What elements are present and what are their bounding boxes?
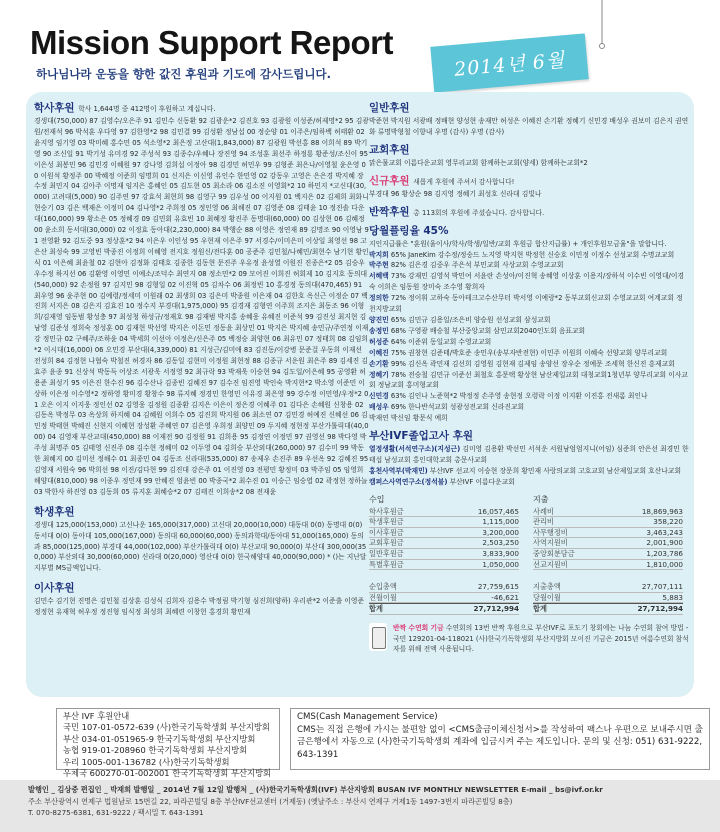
hanging-tag-icon: [592, 0, 612, 92]
ledger-row: [533, 517, 683, 528]
footer-line-3: T. 070-8275-6381, 631-9222 / 팩시밀 T. 643-1391: [28, 808, 204, 818]
ledger-row: [533, 582, 683, 593]
ledger-label: 지출총액: [533, 582, 561, 592]
account-title: 부산 IVF 후원안내: [63, 711, 130, 721]
partner-name: 박지희: [369, 250, 389, 259]
ivf-item: [369, 444, 689, 466]
partner-item: [369, 293, 689, 315]
ledger-row: [533, 528, 683, 539]
notice-lead: 반짝 수연회 기금: [393, 624, 444, 632]
account-rows: [63, 722, 273, 779]
ledger-row: [369, 560, 519, 571]
church-title: 교회후원: [369, 143, 410, 156]
partner-intro: 지인지급률은 "훈원(울이사/학사/학생/일반/교회 후원금 합산지급률) + 개인후원모금율"을 말합니다.: [369, 239, 667, 248]
partner-item: [369, 348, 689, 359]
ex-title: 이사후원: [34, 582, 75, 595]
ledger-value: 16,057,465: [477, 506, 519, 516]
ledger-value: 2,503,250: [482, 538, 519, 548]
ledger-value: 27,712,994: [473, 604, 519, 614]
partner-item: [369, 315, 689, 326]
ledger-label: 교회후원금: [369, 538, 404, 548]
ex-body: 김민수 김기현 진명은 김민철 김상훈 김성식 김희자 김용수 박정림 박기형 심진희(양하) 우리관*2 이준출 이영준 정정현 유재혁 허우정 정진형 임식정 최성희 최혜련 이창헌 홍경희 황민재: [34, 597, 365, 617]
partner-list: [369, 250, 689, 425]
ledger-label: 순입총액: [369, 582, 397, 592]
ex-section: [34, 580, 369, 618]
expense-footer: [533, 582, 683, 615]
ledger-label: 학사후원금: [369, 506, 404, 516]
student-title: 학생후원: [34, 505, 75, 518]
partner-item: [369, 271, 689, 293]
partner-name: 손기환: [369, 359, 389, 368]
partner-item: [369, 337, 689, 348]
ledger: [369, 494, 689, 615]
ledger-row: [533, 593, 683, 604]
ledger-label: 관리비: [533, 517, 554, 527]
partner-text: 69% 한나반석교회 성광성전교회 신라진교회: [390, 403, 525, 412]
ledger-value: -46,621: [491, 592, 519, 602]
ivf-title: 부산IVF졸업고사 후원: [369, 430, 474, 443]
partner-name: 서혜백: [369, 272, 389, 281]
church-body: 맑은물교회 이름다운교회 영무리교회 함께하는교회(양세) 함께하는교회*2: [369, 158, 588, 167]
partner-name: 배성우: [369, 403, 389, 412]
ledger-row: [369, 603, 519, 615]
report-title: Mission Support Report: [30, 24, 393, 61]
retreat-notice: [369, 623, 689, 655]
ledger-label: 합계: [369, 604, 383, 614]
ledger-value: 3,833,900: [482, 549, 519, 559]
partner-item: [369, 260, 689, 271]
partner-text: 73% 강재민 김영석 박민여 서윤란 손성아/이진혁 송혜영 이상훈 이용지/장하석 이수빈 이영대/이경숙 이희은 임동원 장미숙 조수영 황희자: [369, 272, 684, 292]
partner-name: 신민경: [369, 392, 389, 401]
partner-text: 78% 전승철 김민규 이준선 최철호 홍문택 황상현 남산제일교회 대청교회1청년부 양무리교회 이사교회 정남교회 홍미형교회: [369, 370, 688, 390]
partner-item: [369, 326, 689, 337]
bookmark-icon: [369, 623, 387, 651]
ledger-label: 전월이월: [369, 592, 397, 602]
ledger-value: 27,759,615: [477, 582, 519, 592]
ledger-label: 사역지원비: [533, 538, 568, 548]
ledger-value: 3,463,243: [646, 527, 683, 537]
ledger-row: [369, 593, 519, 604]
account-row: 국민 107-01-0572-639 (사)한국기독학생회 부산지방회: [63, 722, 270, 733]
student-section: [34, 504, 369, 575]
general-body: 박준현 박지원 서광배 정배현 양성현 송재만 허성은 이혜진 손기환 정혜기 신민경 배성우 권보미 김은지 권연화 류명박형철 이향내 우명 (감사) 우명 (감사): [369, 117, 689, 136]
partner-name: 정혜기: [369, 370, 389, 379]
ledger-value: 18,869,963: [641, 506, 683, 516]
ledger-value: 1,115,000: [482, 517, 519, 527]
student-body: 경생대 125,000(153,000) 고신나운 165,000(317,000) 고신대 20,000(10,000) 대동대 0(0) 동명대 0(0) 동서대 0(0) 동아대 105,000(167,000) 동의대 60,000(60,000) 동의과학대/동아대 51,000(165,000) 동의과 85,000(125,000) 부경대 44,000(102,000) 부산가톨릭대 0(0) 부산교대 90,000(0) 부산대 300,000(350,000) 부산외대 30,000(60,000) 신라대 0(20,000) 영산대 0(0) 한국해양대 40,000(90,000) * ()는 지난달 지부별 MS금액입니다.: [34, 520, 367, 573]
partner-text: 63% 김인나 노준혁*2 박정정 손주영 송현정 오령락 이정 이지환 이진홍 전새롬 최인나: [390, 392, 648, 401]
ledger-row: [533, 507, 683, 518]
partner-item: [369, 402, 689, 413]
ivf-item: [369, 466, 689, 477]
month-badge: 2014년 6월: [430, 33, 588, 92]
cms-title: CMS(Cash Management Service): [297, 712, 438, 722]
ledger-row: [533, 603, 683, 615]
ledger-label: 중앙회분담금: [533, 549, 575, 559]
account-row: 농협 919-01-208960 한국기독학생회 부산지방회: [63, 745, 248, 756]
ledger-value: 3,200,000: [482, 527, 519, 537]
return-title-text: 반짝후원: [369, 205, 410, 218]
expense-header: 지출: [533, 494, 549, 504]
account-box: [56, 708, 280, 779]
ledger-row: [369, 528, 519, 539]
ledger-row: [369, 507, 519, 518]
individual-title-text: 학사후원: [34, 102, 75, 114]
return-title: [369, 204, 689, 219]
partner-text: 박재연 박신임 황문식 예희: [369, 414, 448, 423]
ledger-label: 사례비: [533, 506, 554, 516]
partner-name: 허성준: [369, 337, 389, 346]
ledger-value: 358,220: [653, 517, 683, 527]
general-title: 일반후원: [369, 102, 410, 114]
support-panel: [26, 92, 694, 697]
ivf-name: 홍천사역부(박재민): [369, 466, 428, 475]
ledger-label: 당월이월: [533, 592, 561, 602]
partner-text: 65% 김민규 김용일/조은비 양승원 선성교회 삼성교회: [390, 315, 551, 324]
partner-item: [369, 359, 689, 370]
partner-text: 99% 김신옥 곽민재 김선희 김영원 김현재 김제임 송양선 장우순 정예문 조세혁 한신진 흥제교회: [390, 359, 675, 368]
ivf-list: [369, 444, 689, 488]
ledger-row: [533, 560, 683, 571]
account-row: 부산 034-01-051965-9 한국기독학생회 부산지방회: [63, 733, 256, 744]
individual-summary: 학사 1,644명 중 412명이 후원하고 계십니다.: [78, 105, 216, 113]
ledger-label: 선교지원비: [533, 559, 568, 569]
ledger-value: 1,810,000: [646, 559, 683, 569]
left-column: [34, 92, 369, 697]
account-row: 우체국 600270-01-002001 한국기독학생회 부산지방회: [63, 768, 272, 779]
ledger-value: 2,001,900: [646, 538, 683, 548]
individual-section: [34, 100, 369, 498]
partner-item: [369, 413, 689, 424]
ledger-row: [369, 538, 519, 549]
partner-name: 정의한: [369, 294, 389, 303]
ivf-name: 캠퍼스사역연구소(정석불): [369, 477, 448, 486]
partner-text: 72% 정이휘 고하숙 동아테크고수산무터 박서영 이예랑*2 동부교회신교회 수영교교회 여계교회 정천지방교회: [369, 294, 683, 314]
partner-text: 64% 이준위 동일교회 수영교교회: [390, 337, 492, 346]
individual-title: [34, 100, 369, 115]
ledger-label: 특별후원금: [369, 559, 404, 569]
ivf-text: 김미영 김용환 박선민 서석운 서원남엄엄지니(어임) 심준희 안은선 최경민 한태섭 남성교회 홍인대학교회 총문사교회: [369, 445, 689, 464]
partner-title: 당월플링율 45%: [369, 224, 449, 237]
ledger-label: 합계: [533, 604, 547, 614]
account-row: 우리 1005-001-136782 (사)한국기독학생회: [63, 756, 230, 767]
new-title-text: 신규후원: [369, 174, 410, 187]
partner-name: 양진민: [369, 315, 389, 324]
ledger-value: 27,712,994: [637, 604, 683, 614]
partner-text: 68% 구영광 배승철 부산중앙교회 삼민교회2040인도회 음표교회: [390, 326, 586, 335]
partner-text: 75% 권창현 김준태/박호준 송민우(송부자반전현) 이민주 이원희 이혜숙 선양교회 양무리교회: [390, 348, 668, 357]
cms-box: [290, 708, 710, 770]
footer-line-1: 발행인 _ 김상중 편집인 _ 박재희 발행일 _ 2014년 7월 12일 발행처 _ (사)한국기독학생회(IVF) 부산지방회 BUSAN IVF MONTHLY NEWSLETTER E-mail _ bs@ivf.or.kr: [28, 785, 603, 794]
new-extra: 부경대 96 황상순 98 김지영 정혜기 최성호 신라대 김빛나: [369, 189, 542, 198]
ledger-row: [533, 538, 683, 549]
new-title: [369, 173, 689, 188]
partner-item: [369, 370, 689, 392]
partner-name: 박주현: [369, 261, 389, 270]
cms-text: CMS는 직접 은행에 가시는 불편함 없이 <CMS출금이체신청서>를 작성하여 팩스나 우편으로 보내주시면 출금은행에서 자동으로 (사)한국기독학생회 계좌에 입금시켜 주는 제도입니다. 문의 및 신청: 051) 631-9222, 643-1391: [297, 724, 703, 760]
income-footer: [369, 582, 519, 615]
partner-text: 82% 김은경 김중우 주은석 부민교회 사상교회 수영교교회: [390, 261, 564, 270]
expense-table: [533, 494, 683, 615]
return-body: 총 113회의 후원에 주셨습니다. 감사합니다.: [413, 208, 545, 217]
new-body: 새롭게 후원에 주셔서 감사합니다!: [413, 177, 515, 186]
notice-text: [393, 623, 689, 655]
ledger-value: 27,707,111: [641, 582, 683, 592]
partner-name: 이혜진: [369, 348, 389, 357]
ivf-text: 부산IVF 선교지 이승현 장문희 황민재 사랑의교회 고호교회 남산제일교회 호산나교회: [429, 466, 682, 475]
ledger-row: [369, 517, 519, 528]
ledger-value: 1,050,000: [482, 559, 519, 569]
ivf-item: [369, 477, 689, 488]
partner-name: 송정민: [369, 326, 389, 335]
income-header: 수입: [369, 494, 385, 504]
ledger-row: [369, 582, 519, 593]
ivf-name: 열정생활(서석연구소)(지성근): [369, 445, 461, 454]
income-table: [369, 494, 519, 615]
ledger-row: [369, 549, 519, 560]
ledger-value: 1,203,786: [646, 549, 683, 559]
partner-text: 65% JaneKim 강수정/정숭드 노지영 박지현 박정헌 신승호 이민정 이정수 선성교회 수명교교회: [390, 250, 675, 259]
ivf-text: 부산IVF 이름다운교회: [449, 477, 515, 486]
income-rows: [369, 507, 519, 571]
expense-rows: [533, 507, 683, 571]
partner-item: [369, 391, 689, 402]
notice-body: 수연회의 13번 반짝 후원으로 부산IVF로 포도기 창회에는 나눔 수연회 참여 방법 - 국민 129201-04-118021 (사)한국기독학생회 부산지방회 모이진 기금은 2015년 여름수연회 참석자를 위해 전액 사용됩니다.: [393, 624, 689, 653]
report-subtitle: 하나님나라 운동을 향한 값진 후원과 기도에 감사드립니다.: [36, 67, 332, 81]
partner-item: [369, 250, 689, 261]
footer: [0, 780, 720, 832]
ledger-label: 이사후원금: [369, 527, 404, 537]
individual-body: 경생대(750,000) 87 김영수/오은주 91 김민수 신동환 92 김광운*2 김진호 93 김광원 이성준/허제명*2 95 김광원/전재석 96 박석훈 우다영 97 김한영*2 98 김민결 99 김성환 정남섭 00 정순양 01 이주은/임하백 허태환 02 윤지영 임기영 03 박미혜 홍수민 05 석소영*2 최은정 고산대(1,843,000) 87 김광원 박선홍 88 이희석 89 박기영 90 조신일 91 박기성 유미경 92 주성석 93 김종수/우혜나 장진영 94 조성훈 최선주 하정룡 황준성/조신이 95 이은성 최봉민 96 김민경 이혜원 97 강나영 김희섭 이정아 98 김경민 허민우 99 김형준 최은나/이영철 윤은영 00 이원석 황정주 00 박혜정 이준희 임명희 01 신지은 이신영 유인수 한민영 02 강동우 고영은 은은경 박지혜 장수정 최민지 04 김아주 이명재 임지은 홍혜인 05 김도현 05 최소라 06 김소진 이영회*2 10 하민지 *고신대(30,000) 고려대(5,000) 90 김주연 97 강효석 최현희 98 김영구 99 김우성 00 이지원 01 백지은 02 김제희 최화니 현승기 03 김은 백재은 이정미 04 김나영*2 주희정 05 정인영 06 최해진 07 김영준 08 김태윤 10 정진솔 다운대(160,000) 99 황소은 05 정혜경 09 김민회 유효빈 10 최혜정 황진주 동명대(60,000) 00 김상현 06 김혜정 00 윤소희 동서대(30,000) 02 이정효 동아대(2,230,000) 84 박행순 88 이영은 정연재 89 김명조 90 이영남 91 전영환 92 김도중 93 정상훈*2 94 이은우 이인성 95 우현재 이은주 97 서경수/이미은미 이상일 최영선 98 고은산 최성숙 99 고영빈 박종진 이정희 이혜영 전지호 정원신/전다훈 00 공준주 김민철/나혜민/최현수 남기현 황인식 01 이은혜 최윤철 02 김현아 김정화 김태호 김종한 김동현 문진주 우유정 윤성열 이원진 진종은*2 05 김승우 우수정 하지선 06 김환영 이영민 이예소/조덕수 최연지 08 정소민*2 09 모어진 이희진 허회제 10 김지호 동의대(540,000) 92 손정원 97 김지민 98 김형일 02 이진혁 05 김차수 06 최정빈 10 홍경정 동의대(470,465) 91 최우영 96 윤주현 00 김예령/정세미 이원래 02 최생희 03 김은미 박종원 이은재 04 김한호 옥신근 이정순 07 백진희 서지은 08 김은지 김효진 10 정수지 부경대(1,975,000) 95 김경재 김형연 이주희 조지은 최동조 96 이형희/김재영 임동범 황성충 97 최성청 하성규/정재호 98 김재범 박지홍 송혜웅 유혜진 이준석 99 김진성 최지현 김남영 김준성 정희숙 정성훈 00 김재현 박선영 박지은 이돈민 정동윤 최상민 01 박지은 박지혜 송민규/주연정 이재강 정민규 02 구혜주/조하윤 04 박세희 이선아 이정은/신은주 05 백정승 최양현 06 최유민 07 정태희 08 김임희*2 이시대(16,000) 06 오민경 부산대(4,339,000) 81 지성근/김미애 83 김진동/이강병 문준걸 우동희 이재선 전성희 84 김정현 나협숙 박철진 허경자 86 김동일 김현미 이정원 최현정 88 김종규 서운원 최은주 89 김세진 김효주 윤종 91 신상석 박동득 어상조 서광욱 서정영 92 최규락 93 박재욱 이승현 94 김도일/이은혜 95 공영환 허용준 최성기 95 이은진 한수진 96 김수산나 김종빈 김혜진 97 김수진 임진영 박인숙 박지현*2 박소영 이준민 이상하 이은정 이수영*2 정하영 황미경 황창수 98 류지혜 정경민 한영민 이유경 최은영 99 강수정 이민영/우정*2 01 오은 이지 이지웅 정인선 02 김영웅 김정원 김종환 김지은 이은이 정은경 이혜주 01 김다은 손혜원 신창용 02 김동옥 박정무 03 옥상희 하지혜 04 김혜원 이희수 05 김진희 박지원 06 최소연 07 김민경 허예진 신혜선 06 김민정 박태현 박혜진 신현지 이혜현 장성환 주혜연 07 김은영 우희정 최양민 09 두지혜 정현정 부산가톨릭대(40,000) 04 김영재 부산교대(450,000) 88 이재전 90 김정원 91 김희용 95 김정연 이정민 97 권영선 98 박다영 박주성 최명주 05 김태영 신진주 08 김수현 정혜미 02 이두영 04 김희승 부산외대(260,000) 97 김수미 99 박동한 최혜지 00 김미선 정해수 01 최종민 04 김동조 신라대(535,000) 87 송제우 손진주 89 우선옥 92 김혜진 95 김영재 서원숙 96 박희선 98 이진/김다현 99 김진대 강은주 01 이진영 03 전평민 황정미 03 박주임 05 임영희 해양대(810,000) 98 이종우 정민재 99 안혜진 엄윤빈 00 박종국*2 최수진 01 이승근 임승엽 02 곽정현 정하늘 03 박한사 하진영 03 김동희 05 류지훈 최혜승*2 07 김태진 이희송*2 08 전재윤: [34, 117, 369, 496]
right-column: [369, 92, 689, 697]
ledger-label: 학생후원금: [369, 517, 404, 527]
ledger-row: [533, 549, 683, 560]
ledger-label: 사무행정비: [533, 527, 568, 537]
ledger-value: 5,883: [662, 592, 683, 602]
footer-line-2: 주소 부산광역시 연제구 법원남로 15번길 22, 파라곤빌딩 8층 부산IVF선교센터 (거제동) (옛날주소 : 부산시 연제구 거제1동 1497-3번지 파라곤빌딩 8층): [28, 796, 513, 806]
ledger-label: 일반후원금: [369, 549, 404, 559]
